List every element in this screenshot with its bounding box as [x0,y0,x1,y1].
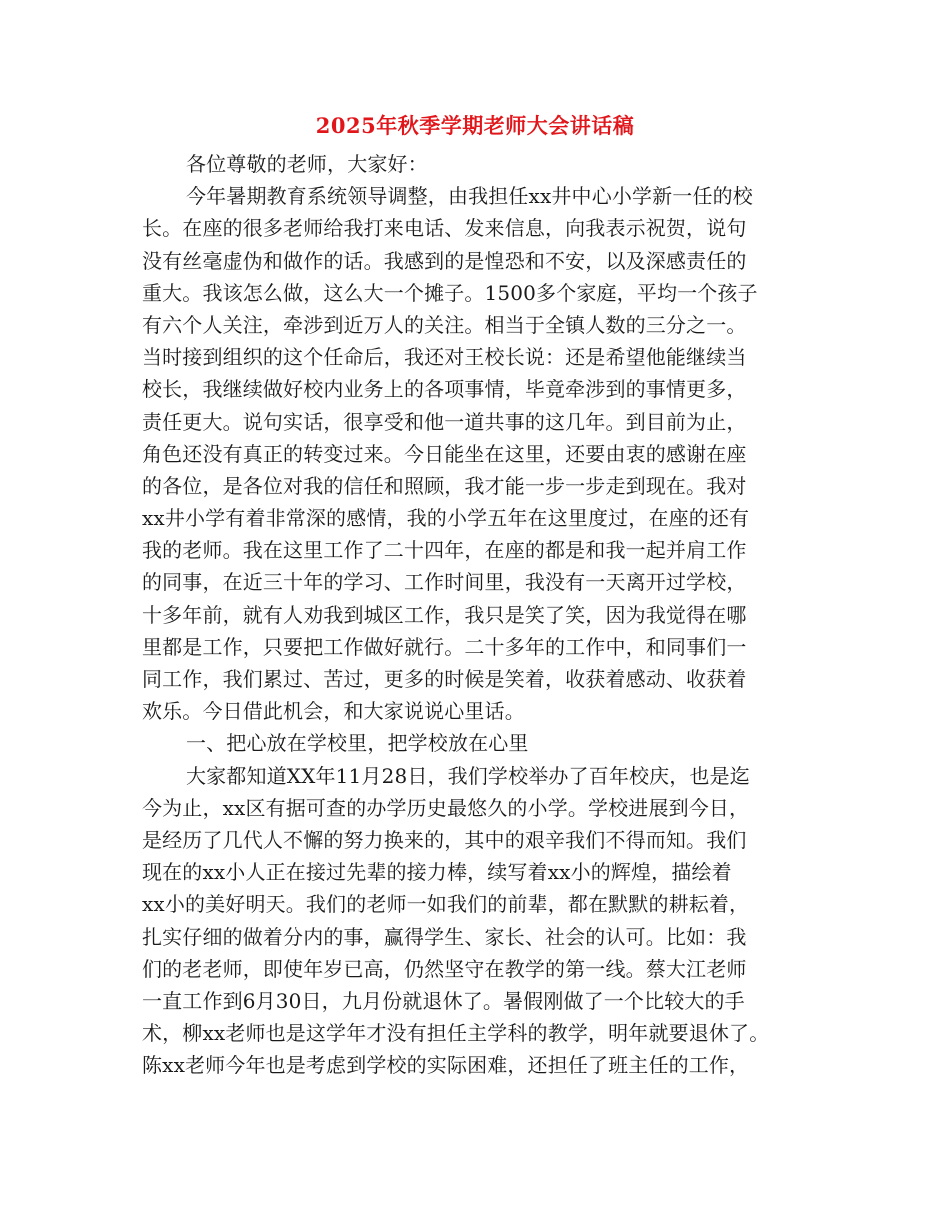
text-line: 重大。我该怎么做，这么大一个摊子。1500多个家庭，平均一个孩子 [142,280,758,305]
text-line: 术，柳xx老师也是这学年才没有担任主学科的教学，明年就要退休了。 [142,1021,770,1046]
document-body [142,148,817,1081]
text-line: 今年暑期教育系统领导调整，由我担任xx井中心小学新一任的校 [186,184,753,209]
text-line: 一直工作到6月30日，九月份就退休了。暑假刚做了一个比较大的手 [142,988,745,1013]
text-line: 的各位，是各位对我的信任和照顾，我才能一步一步走到现在。我对 [142,473,747,498]
text-line: 今为止，xx区有据可查的办学历史最悠久的小学。学校进展到今日， [142,795,750,820]
text-line: 大家都知道XX年11月28日，我们学校举办了百年校庆，也是迄 [186,763,750,788]
text-line: 有六个人关注，牵涉到近万人的关注。相当于全镇人数的三分之一。 [142,312,747,337]
text-line: 欢乐。今日借此机会，和大家说说心里话。 [142,699,525,724]
text-line: 十多年前，就有人劝我到城区工作，我只是笑了笑，因为我觉得在哪 [142,602,747,627]
text-line: 扎实仔细的做着分内的事，赢得学生、家长、社会的认可。比如：我 [142,924,747,949]
document-title: 2025年秋季学期老师大会讲话稿 [315,113,635,138]
text-line: xx小的美好明天。我们的老师一如我们的前辈，都在默默的耕耘着， [142,892,750,917]
text-line: 角色还没有真正的转变过来。今日能坐在这里，还要由衷的感谢在座 [142,441,747,466]
text-line: 我的老师。我在这里工作了二十四年，在座的都是和我一起并肩工作 [142,538,747,563]
text-line: 的同事，在近三十年的学习、工作时间里，我没有一天离开过学校， [142,570,747,595]
text-line: 校长，我继续做好校内业务上的各项事情，毕竟牵涉到的事情更多， [142,377,747,402]
text-line: 长。在座的很多老师给我打来电话、发来信息，向我表示祝贺，说句 [142,216,747,241]
text-line: 现在的xx小人正在接过先辈的接力棒，续写着xx小的辉煌，描绘着 [142,860,732,885]
text-line: 是经历了几代人不懈的努力换来的，其中的艰辛我们不得而知。我们 [142,827,747,852]
text-line: xx井小学有着非常深的感情，我的小学五年在这里度过，在座的还有 [142,506,750,531]
text-line: 陈xx老师今年也是考虑到学校的实际困难，还担任了班主任的工作， [142,1053,750,1078]
text-line: 一、把心放在学校里，把学校放在心里 [186,731,529,756]
text-line: 当时接到组织的这个任命后，我还对王校长说：还是希望他能继续当 [142,345,747,370]
text-line: 各位尊敬的老师，大家好： [186,152,428,176]
text-line: 们的老老师，即使年岁已高，仍然坚守在教学的第一线。蔡大江老师 [142,956,747,981]
text-line: 里都是工作，只要把工作做好就行。二十多年的工作中，和同事们一 [142,634,747,659]
text-line: 责任更大。说句实话，很享受和他一道共事的这几年。到目前为止， [142,409,747,434]
text-line: 没有丝毫虚伪和做作的话。我感到的是惶恐和不安，以及深感责任的 [142,248,747,273]
text-line: 同工作，我们累过、苦过，更多的时候是笑着，收获着感动、收获着 [142,667,747,691]
